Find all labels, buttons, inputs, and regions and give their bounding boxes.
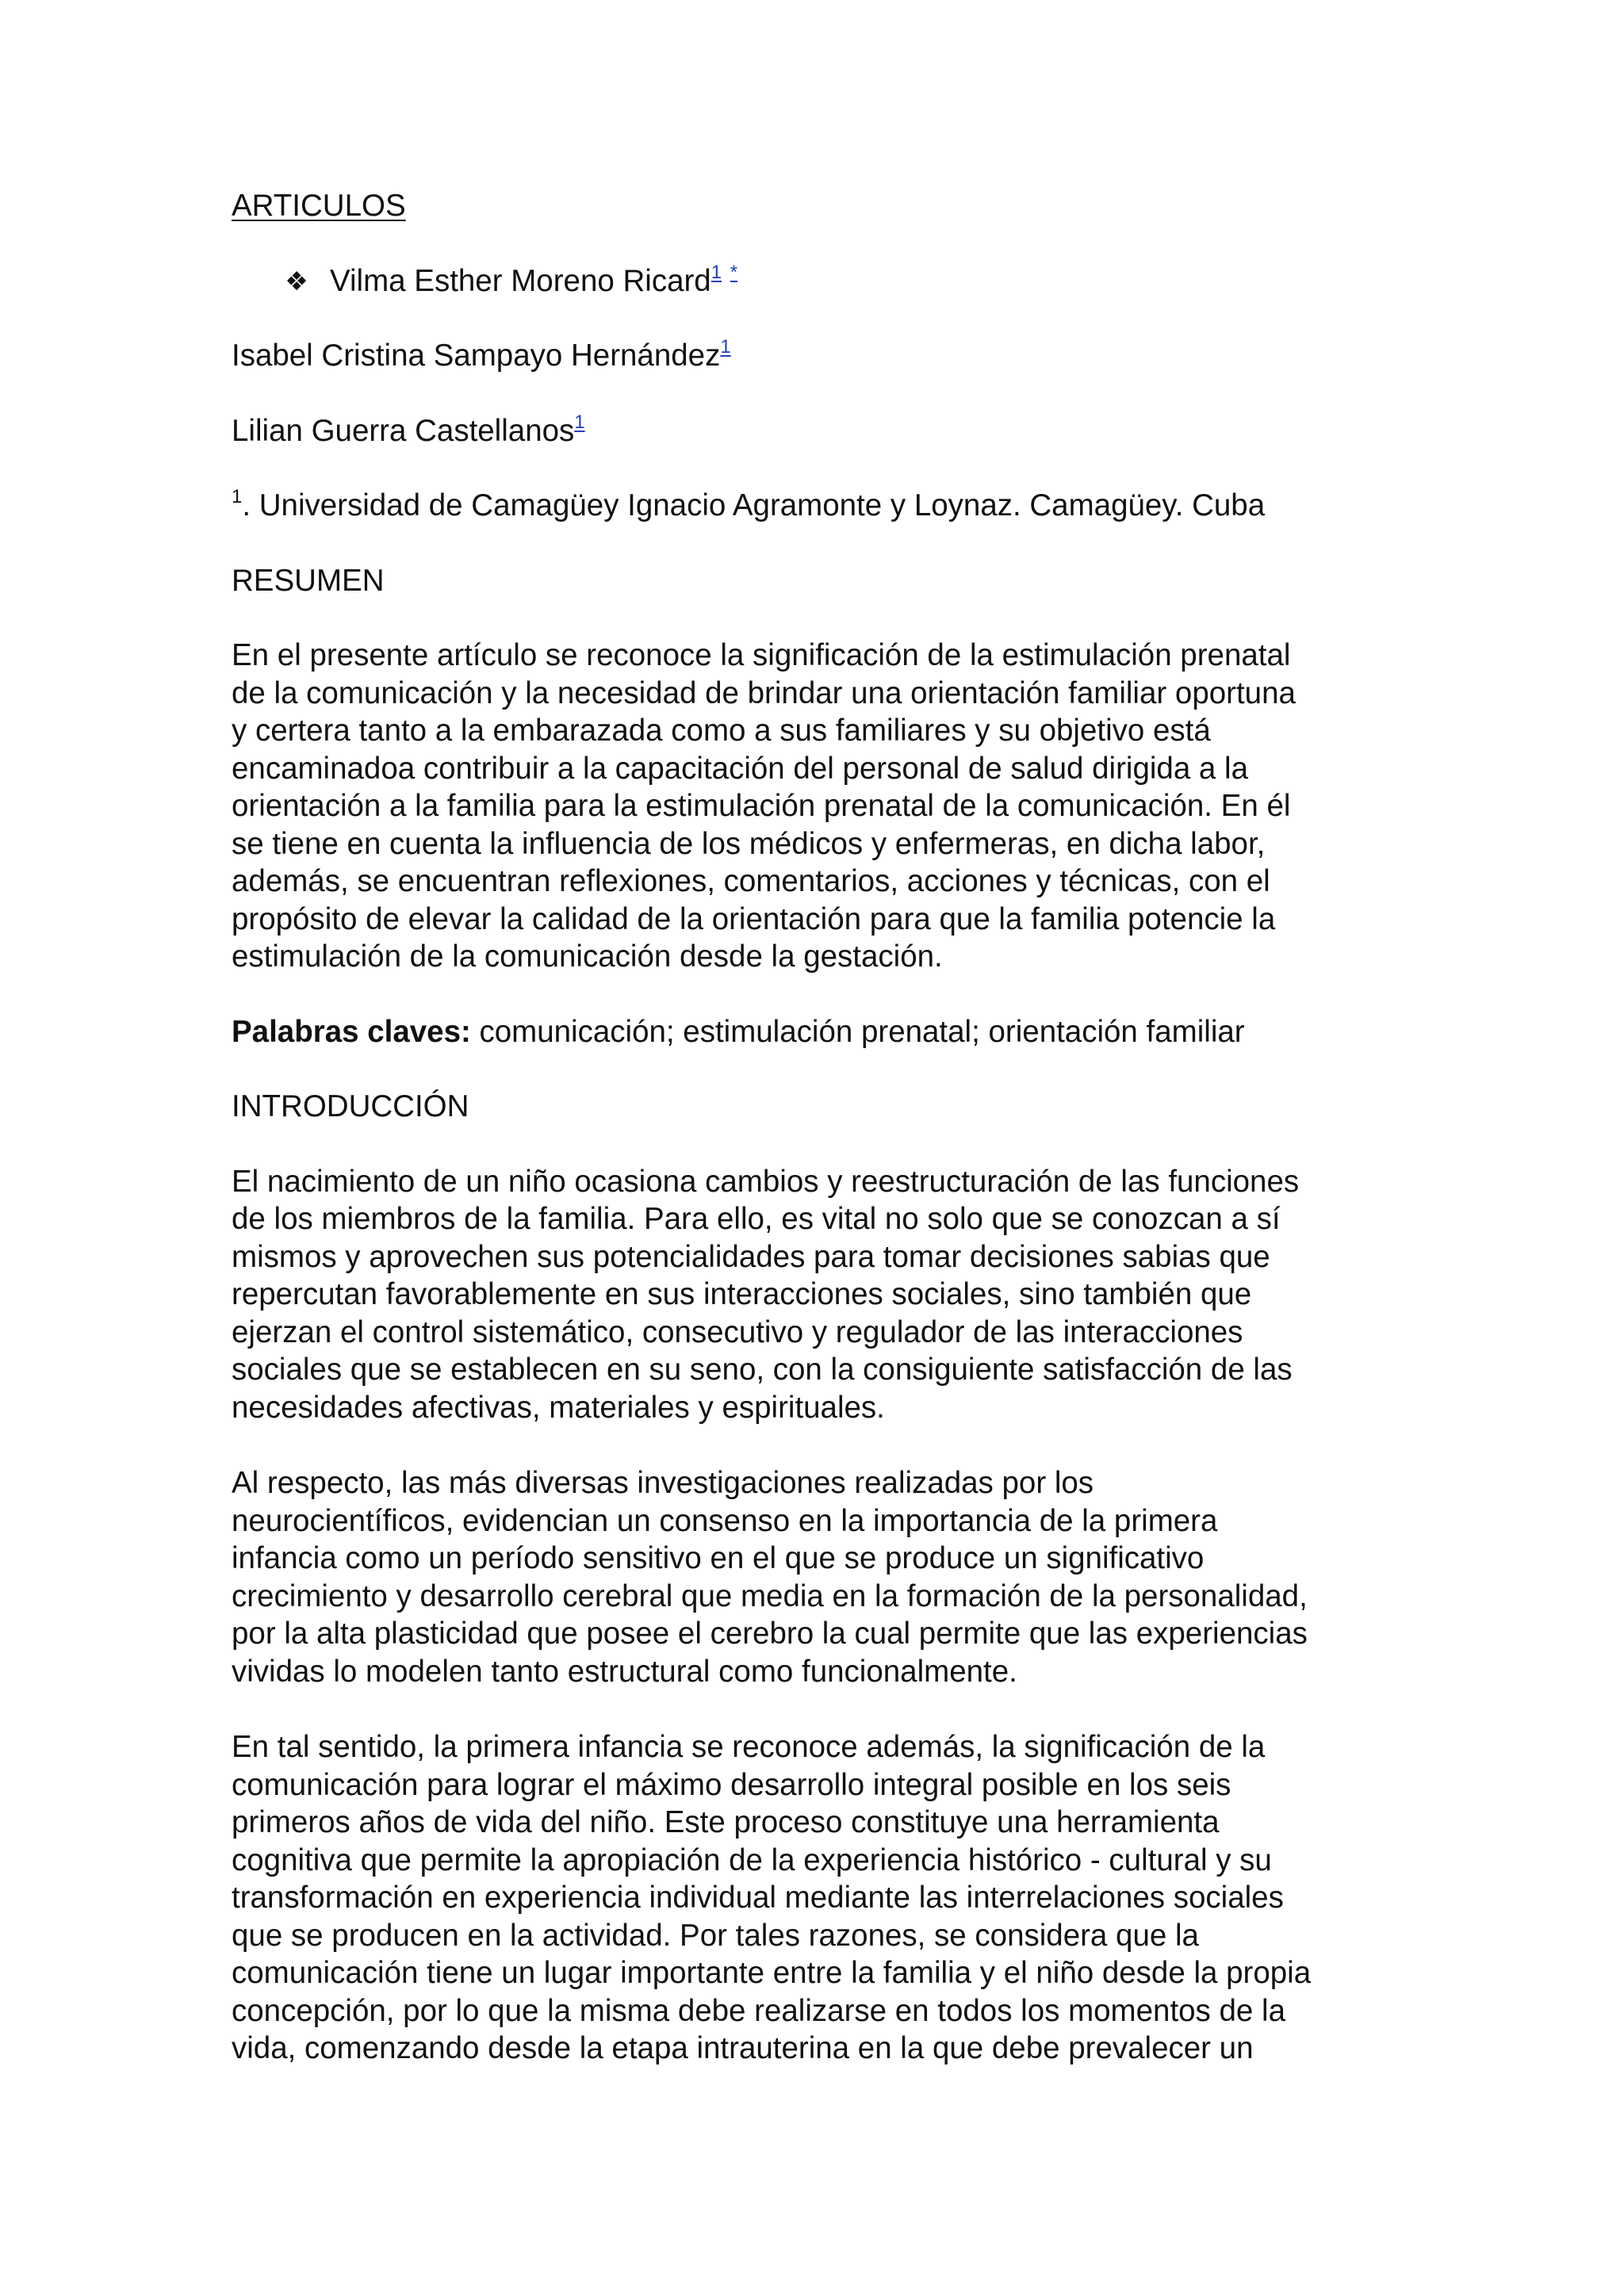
resumen-paragraph xyxy=(232,637,1397,976)
intro-line: primeros años de vida del niño. Este proceso constituye una herramienta xyxy=(232,1805,1220,1839)
keywords-line xyxy=(232,1013,1397,1051)
author-2-ref-link[interactable]: 1 xyxy=(720,336,731,358)
resumen-line: además, se encuentran reflexiones, comentarios, acciones y técnicas, con el xyxy=(232,864,1270,898)
intro-line: que se producen en la actividad. Por tales razones, se considera que la xyxy=(232,1918,1199,1953)
intro-paragraph-1 xyxy=(232,1163,1397,1427)
affiliation-marker: 1 xyxy=(232,486,243,507)
affiliation-text: . Universidad de Camagüey Ignacio Agramonte y Loynaz. Camagüey. Cuba xyxy=(242,488,1266,522)
articulos-heading: ARTICULOS xyxy=(232,189,406,223)
keywords-value: comunicación; estimulación prenatal; orientación familiar xyxy=(470,1014,1245,1049)
four-diamond-bullet-icon: ❖ xyxy=(285,265,308,297)
intro-line: comunicación para lograr el máximo desarrollo integral posible en los seis xyxy=(232,1767,1231,1802)
intro-line: ejerzan el control sistemático, consecutivo y regulador de las interacciones xyxy=(232,1314,1243,1349)
intro-line: sociales que se establecen en su seno, con la consiguiente satisfacción de las xyxy=(232,1353,1293,1387)
intro-line: repercutan favorablemente en sus interacciones sociales, sino también que xyxy=(232,1277,1252,1311)
resumen-line: estimulación de la comunicación desde la gestación. xyxy=(232,939,943,974)
intro-line: comunicación tiene un lugar importante entre la familia y el niño desde la propia xyxy=(232,1956,1312,1990)
intro-paragraph-2 xyxy=(232,1464,1397,1690)
resumen-line: y certera tanto a la embarazada como a sus familiares y su objetivo está xyxy=(232,714,1211,748)
intro-line: vida, comenzando desde la etapa intrauterina en la que debe prevalecer un xyxy=(232,2031,1254,2065)
intro-line: transformación en experiencia individual mediante las interrelaciones sociales xyxy=(232,1881,1284,1915)
intro-line: concepción, por lo que la misma debe realizarse en todos los momentos de la xyxy=(232,1993,1285,2028)
author-row-1 xyxy=(232,262,1397,300)
author-name-3: Lilian Guerra Castellanos xyxy=(232,413,575,448)
resumen-line: encaminadoa contribuir a la capacitación del personal de salud dirigida a la xyxy=(232,751,1249,786)
author-row-2 xyxy=(232,337,1397,375)
intro-line: Al respecto, las más diversas investigaciones realizadas por los xyxy=(232,1466,1094,1500)
author-entry-1 xyxy=(281,261,738,298)
affiliation xyxy=(232,487,1397,525)
intro-paragraph-3 xyxy=(232,1728,1397,2068)
section-label-articulos xyxy=(232,187,1397,225)
author-row-3 xyxy=(232,412,1397,450)
intro-line: mismos y aprovechen sus potencialidades para tomar decisiones sabias que xyxy=(232,1239,1270,1274)
intro-line: En tal sentido, la primera infancia se reconoce además, la significación de la xyxy=(232,1730,1266,1764)
intro-line: vividas lo modelen tanto estructural como funcionalmente. xyxy=(232,1654,1017,1689)
resumen-heading: RESUMEN xyxy=(232,563,385,598)
resumen-line: En el presente artículo se reconoce la significación de la estimulación prenatal xyxy=(232,638,1291,672)
author-1-ref-star-link[interactable]: * xyxy=(730,261,738,283)
intro-line: El nacimiento de un niño ocasiona cambios y reestructuración de las funciones xyxy=(232,1164,1300,1199)
author-3-ref-link[interactable]: 1 xyxy=(574,411,585,433)
article-body xyxy=(232,187,1397,2068)
intro-line: cognitiva que permite la apropiación de la experiencia histórico - cultural y su xyxy=(232,1843,1272,1877)
resumen-line: de la comunicación y la necesidad de brindar una orientación familiar oportuna xyxy=(232,675,1296,710)
intro-line: neurocientíficos, evidencian un consenso en la importancia de la primera xyxy=(232,1503,1218,1538)
intro-line: crecimiento y desarrollo cerebral que media en la formación de la personalidad, xyxy=(232,1578,1308,1613)
resumen-line: orientación a la familia para la estimulación prenatal de la comunicación. En él xyxy=(232,789,1291,823)
intro-line: infancia como un período sensitivo en el que se produce un significativo xyxy=(232,1541,1205,1575)
resumen-line: propósito de elevar la calidad de la orientación para que la familia potencie la xyxy=(232,901,1276,936)
introduccion-heading: INTRODUCCIÓN xyxy=(232,1089,469,1123)
keywords-label: Palabras claves: xyxy=(232,1014,471,1049)
author-name-1: Vilma Esther Moreno Ricard xyxy=(330,263,711,298)
resumen-line: se tiene en cuenta la influencia de los médicos y enfermeras, en dicha labor, xyxy=(232,826,1266,861)
author-name-2: Isabel Cristina Sampayo Hernández xyxy=(232,339,721,373)
author-1-ref-1-link[interactable]: 1 xyxy=(710,261,722,283)
intro-line: necesidades afectivas, materiales y espirituales. xyxy=(232,1390,885,1425)
intro-line: por la alta plasticidad que posee el cerebro la cual permite que las experiencias xyxy=(232,1617,1308,1651)
intro-line: de los miembros de la familia. Para ello, es vital no solo que se conozcan a sí xyxy=(232,1202,1281,1236)
